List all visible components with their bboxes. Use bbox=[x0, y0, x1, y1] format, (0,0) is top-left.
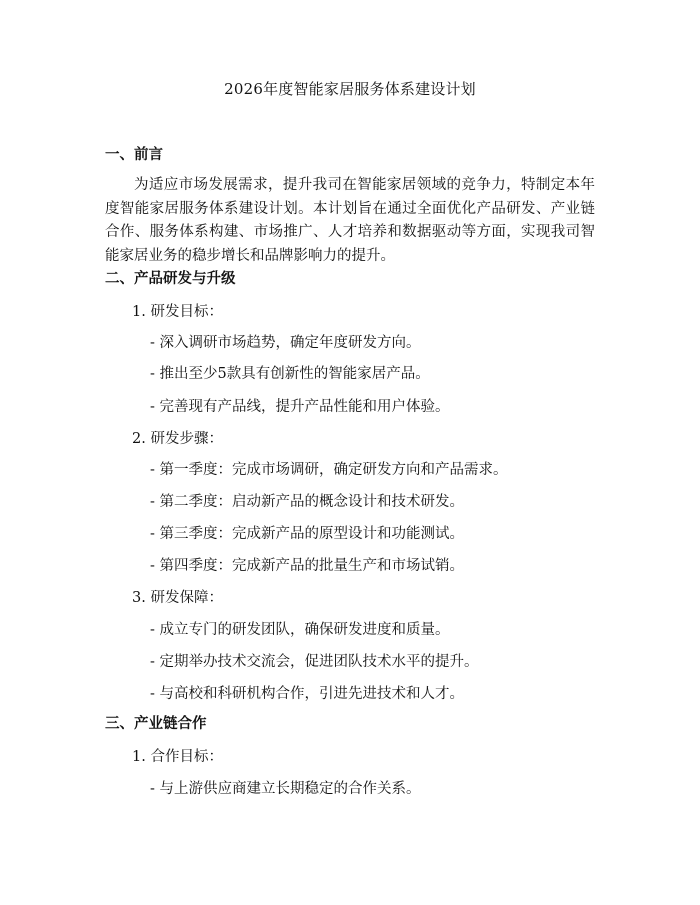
document-title: 2026年度智能家居服务体系建设计划 bbox=[224, 80, 476, 98]
list-item: - 第四季度：完成新产品的批量生产和市场试销。 bbox=[150, 558, 465, 574]
list-item: - 与上游供应商建立长期稳定的合作关系。 bbox=[150, 781, 421, 797]
list-item: - 定期举办技术交流会，促进团队技术水平的提升。 bbox=[150, 654, 479, 670]
list-label-rd-goals: 1. 研发目标： bbox=[132, 304, 223, 320]
list-item: - 完善现有产品线，提升产品性能和用户体验。 bbox=[150, 399, 450, 415]
list-item: - 深入调研市场趋势，确定年度研发方向。 bbox=[150, 335, 421, 351]
preface-paragraph: 为适应市场发展需求，提升我司在智能家居领域的竞争力，特制定本年度智能家居服务体系建设计划。本计划旨在通过全面优化产品研发、产业链合作、服务体系构建、市场推广、人才培养和数据驱动等方面，实现我司智能家居业务的稳步增长和品牌影响力的提升。 bbox=[105, 177, 595, 264]
list-item: - 与高校和科研机构合作，引进先进技术和人才。 bbox=[150, 686, 465, 702]
section-heading-preface: 一、前言 bbox=[105, 147, 163, 163]
list-label-cooperation-goals: 1. 合作目标： bbox=[132, 749, 223, 765]
list-item: - 推出至少5款具有创新性的智能家居产品。 bbox=[150, 366, 430, 382]
section-heading-rd: 二、产品研发与升级 bbox=[105, 271, 236, 287]
list-item: - 第三季度：完成新产品的原型设计和功能测试。 bbox=[150, 526, 465, 542]
list-label-rd-steps: 2. 研发步骤： bbox=[132, 431, 223, 447]
list-item: - 第二季度：启动新产品的概念设计和技术研发。 bbox=[150, 494, 465, 510]
section-heading-industry-chain: 三、产业链合作 bbox=[105, 716, 207, 732]
list-item: - 第一季度：完成市场调研，确定研发方向和产品需求。 bbox=[150, 462, 508, 478]
list-item: - 成立专门的研发团队，确保研发进度和质量。 bbox=[150, 622, 450, 638]
list-label-rd-assurance: 3. 研发保障： bbox=[132, 590, 223, 606]
